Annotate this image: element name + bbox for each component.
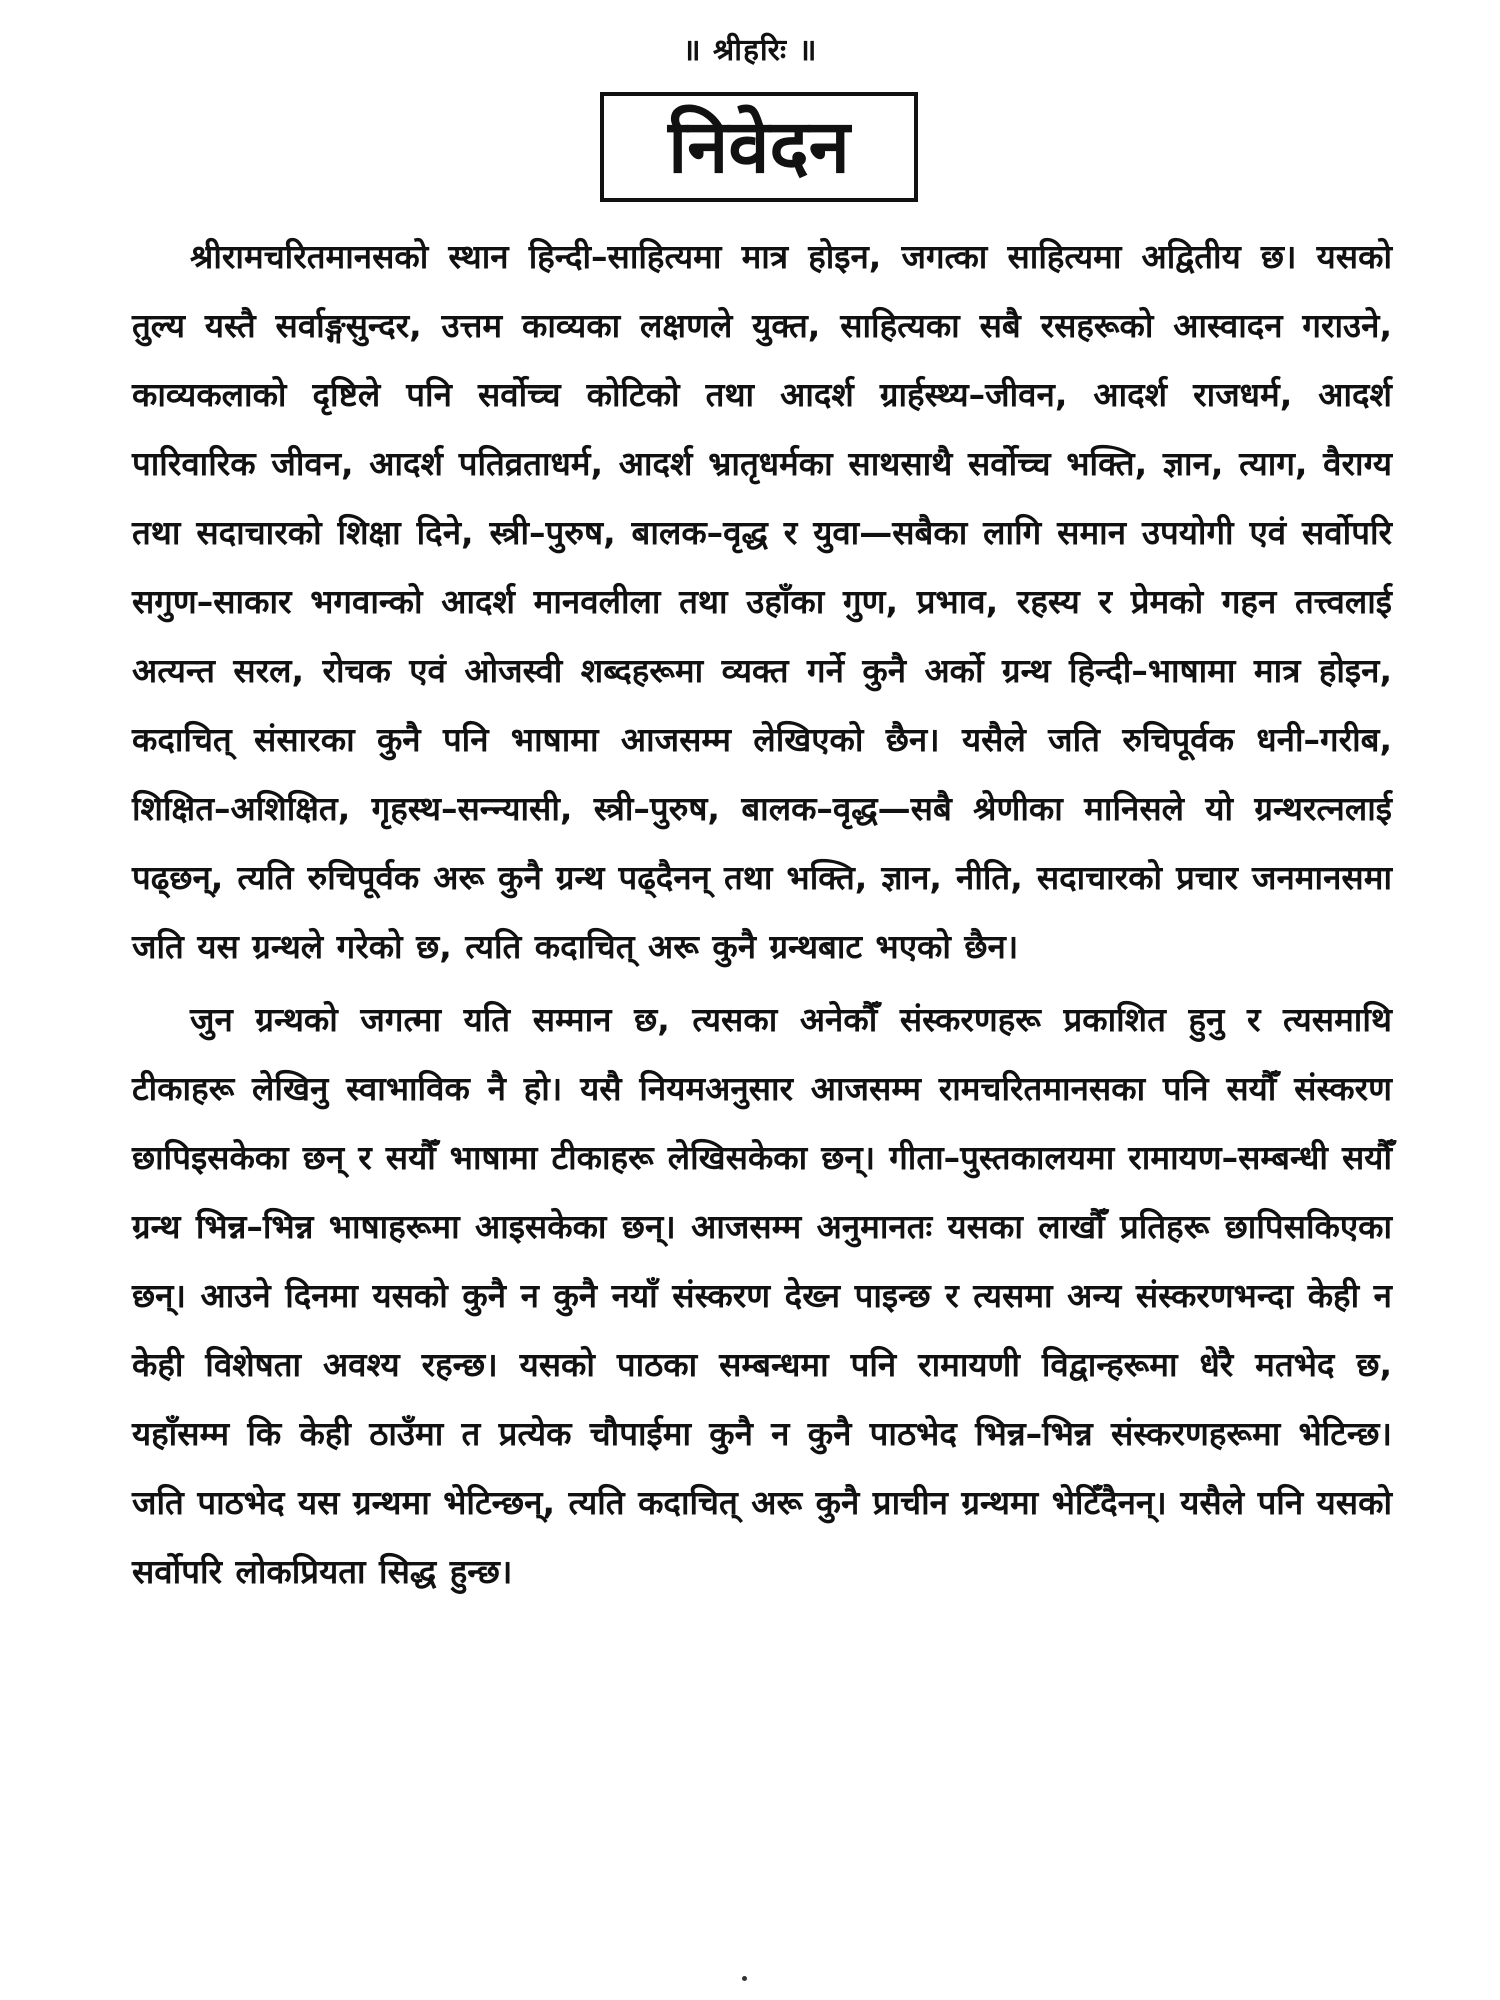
paragraph-1: श्रीरामचरितमानसको स्थान हिन्दी–साहित्यमा मात्र होइन, जगत्का साहित्यमा अद्वितीय छ। यसको तुल्य यस्तै सर्वाङ्गसुन्दर, उत्तम काव्यका लक्षणले युक्त, साहित्यका सबै रसहरूको आस्वादन गराउने, काव्यकलाको दृष्टिले पनि सर्वोच्च कोटिको तथा आदर्श ग्रार्हस्थ्य–जीवन, आदर्श राजधर्म, आदर्श पारिवारिक जीवन, आदर्श पतिव्रताधर्म, आदर्श भ्रातृधर्मका साथसाथै सर्वोच्च भक्ति, ज्ञान, त्याग, वैराग्य तथा सदाचारको शिक्षा दिने, स्त्री–पुरुष, बालक–वृद्ध र युवा—सबैका लागि समान उपयोगी एवं सर्वोपरि सगुण–साकार भगवान्को आदर्श मानवलीला तथा उहाँका गुण, प्रभाव, रहस्य र प्रेमको गहन तत्त्वलाई अत्यन्त सरल, रोचक एवं ओजस्वी शब्दहरूमा व्यक्त गर्ने कुनै अर्को ग्रन्थ हिन्दी–भाषामा मात्र होइन, कदाचित् संसारका कुनै पनि भाषामा आजसम्म लेखिएको छैन। यसैले जति रुचिपूर्वक धनी–गरीब, शिक्षित–अशिक्षित, गृहस्थ–सन्न्यासी, स्त्री–पुरुष, बालक–वृद्ध—सबै श्रेणीका मानिसले यो ग्रन्थरत्नलाई पढ्छन्, त्यति रुचिपूर्वक अरू कुनै ग्रन्थ पढ्दैनन् तथा भक्ति, ज्ञान, नीति, सदाचारको प्रचार जनमानसमा जति यस ग्रन्थले गरेको छ, त्यति कदाचित् अरू कुनै ग्रन्थबाट भएको छैन।: [132, 237, 1392, 966]
body-text: [132, 222, 1392, 1606]
title-box: [600, 92, 918, 202]
page-title: निवेदन: [668, 104, 850, 190]
print-speck: [742, 1976, 747, 1981]
invocation-heading: ॥ श्रीहरिः ॥: [682, 33, 818, 68]
paragraph-2: जुन ग्रन्थको जगत्मा यति सम्मान छ, त्यसका अनेकौँ संस्करणहरू प्रकाशित हुनु र त्यसमाथि टीकाहरू लेखिनु स्वाभाविक नै हो। यसै नियमअनुसार आजसम्म रामचरितमानसका पनि सयौँ संस्करण छापिइसकेका छन् र सयौँ भाषामा टीकाहरू लेखिसकेका छन्। गीता–पुस्तकालयमा रामायण–सम्बन्धी सयौँ ग्रन्थ भिन्न–भिन्न भाषाहरूमा आइसकेका छन्। आजसम्म अनुमानतः यसका लाखौँ प्रतिहरू छापिसकिएका छन्। आउने दिनमा यसको कुनै न कुनै नयाँ संस्करण देख्न पाइन्छ र त्यसमा अन्य संस्करणभन्दा केही न केही विशेषता अवश्य रहन्छ। यसको पाठका सम्बन्धमा पनि रामायणी विद्वान्हरूमा धेरै मतभेद छ, यहाँसम्म कि केही ठाउँमा त प्रत्येक चौपाईमा कुनै न कुनै पाठभेद भिन्न–भिन्न संस्करणहरूमा भेटिन्छ। जति पाठभेद यस ग्रन्थमा भेटिन्छन्, त्यति कदाचित् अरू कुनै प्राचीन ग्रन्थमा भेटिँदैनन्। यसैले पनि यसको सर्वोपरि लोकप्रियता सिद्ध हुन्छ।: [132, 1000, 1392, 1591]
